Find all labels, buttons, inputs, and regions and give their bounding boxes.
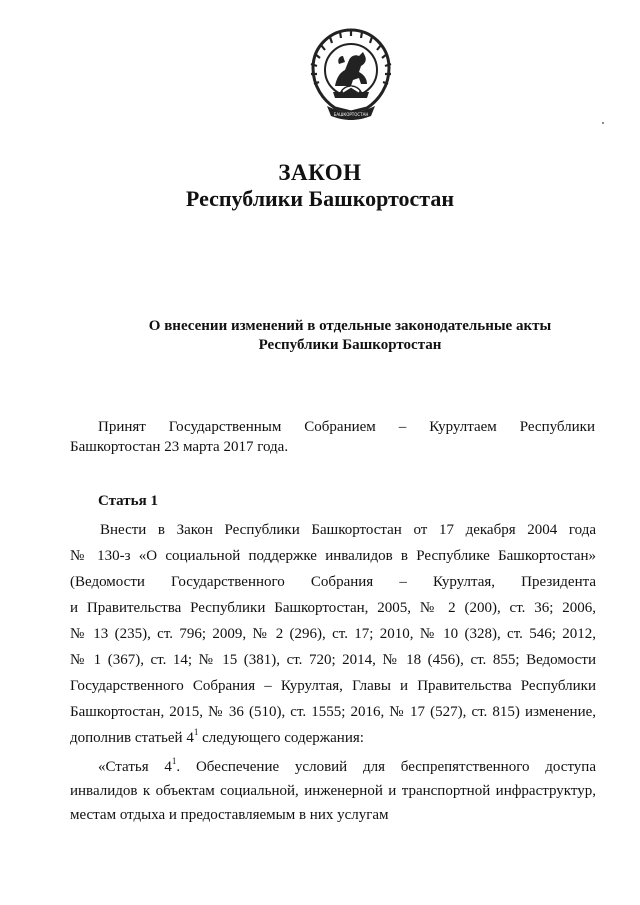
article-line-last (70, 725, 596, 751)
article-body (70, 517, 596, 751)
adoption-line-1: Принят Государственным Собранием – Курултаем Республики (98, 419, 595, 435)
quote-line-3: местам отдыха и предоставляемым в них услугам (70, 807, 389, 823)
article-heading: Статья 1 (98, 493, 158, 509)
article-line: № 13 (235), ст. 796; 2009, № 2 (296), ст. 17; 2010, № 10 (328), ст. 546; 2012, (70, 626, 596, 642)
article-line: (Ведомости Государственного Собрания – Курултая, Президента (70, 574, 596, 590)
quote-article-label: «Статья 4 (98, 759, 172, 775)
article-line: № 1 (367), ст. 14; № 15 (381), ст. 720; 2014, № 18 (456), ст. 855; Ведомости (70, 652, 596, 668)
bashkortostan-coat-of-arms-icon (305, 26, 397, 126)
article-line: Башкортостан, 2015, № 36 (510), ст. 1555; 2016, № 17 (527), ст. 815) изменение, (70, 704, 596, 720)
subject-line-2: Республики Башкортостан (258, 337, 442, 353)
document-title: ЗАКОН (278, 160, 362, 185)
emblem-ribbon-text: БАШКОРТОСТАН (333, 112, 369, 117)
article-line: Внести в Закон Республики Башкортостан от 17 декабря 2004 года (100, 522, 596, 538)
law-subject (60, 317, 640, 355)
quote-superscript: 1 (171, 756, 177, 766)
adoption-line-2: Башкортостан 23 марта 2017 года. (70, 439, 289, 455)
scan-artifact (602, 122, 604, 124)
coat-of-arms-emblem (305, 26, 397, 126)
adoption-note (70, 417, 595, 457)
quote-line-1 (70, 755, 596, 779)
quoted-article (70, 755, 596, 827)
article-last-text-end: следующего содержания: (198, 730, 364, 746)
article-superscript: 1 (193, 727, 199, 737)
quote-line-2: инвалидов к объектам социальной, инженерной и транспортной инфраструктур, (70, 783, 596, 799)
quote-title-text: . Обеспечение условий для беспрепятственного доступа (176, 759, 596, 775)
subject-line-1: О внесении изменений в отдельные законодательные акты (148, 318, 552, 334)
document-subtitle: Республики Башкортостан (185, 186, 455, 211)
article-line: № 130-з «О социальной поддержке инвалидов в Республике Башкортостан» (70, 548, 596, 564)
article-line: и Правительства Республики Башкортостан, 2005, № 2 (200), ст. 36; 2006, (70, 600, 596, 616)
article-line: Государственного Собрания – Курултая, Главы и Правительства Республики (70, 678, 596, 694)
article-last-text: дополнив статьей 4 (70, 730, 194, 746)
